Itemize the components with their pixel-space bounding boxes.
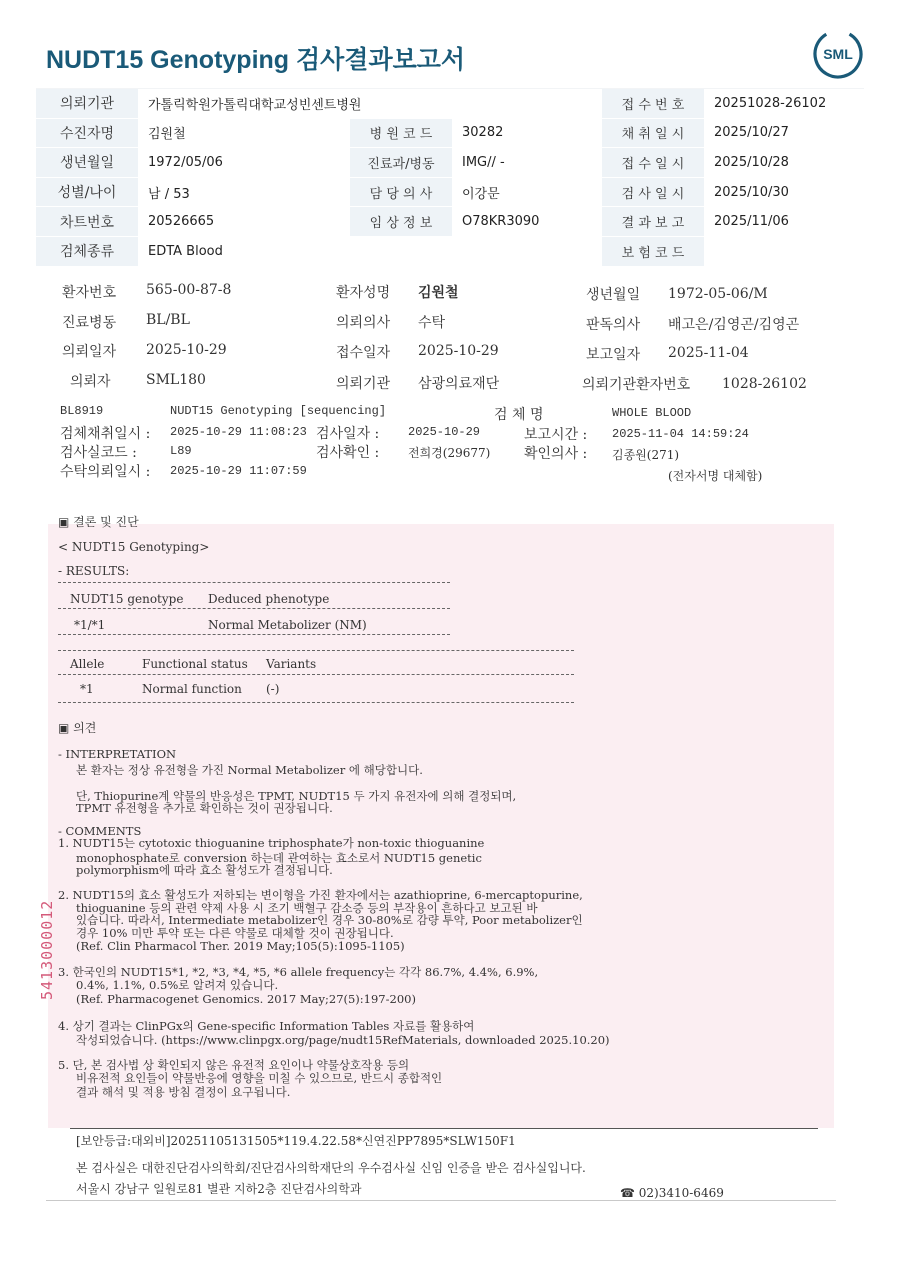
- hdr-value: 김원철: [418, 285, 459, 301]
- interpretation-text: 단, Thiopurine계 약물의 반응성은 TPMT, NUDT15 두 가지 유전자에 의해 결정되며,: [76, 789, 517, 803]
- hdr-label: 의뢰일자: [62, 344, 117, 360]
- confirm-doc-label: 확인의사 :: [524, 446, 588, 462]
- hdr-label: 보고일자: [586, 347, 641, 363]
- hdr-label: 의뢰의사: [336, 315, 391, 331]
- variants-value: (-): [266, 682, 280, 696]
- hdr-label: 의뢰기관: [336, 376, 391, 392]
- info-value: 2025/10/30: [704, 177, 864, 207]
- interpretation-title: - INTERPRETATION: [58, 747, 177, 761]
- info-label: 담 당 의 사: [350, 177, 452, 207]
- info-label: 진료과/병동: [350, 148, 452, 178]
- specimen-label: 검 체 명: [494, 407, 544, 423]
- info-value: 1972/05/06: [138, 148, 350, 178]
- info-row: [36, 177, 864, 207]
- info-label: 검 사 일 시: [602, 177, 704, 207]
- comment-text: 5. 단, 본 검사법 상 확인되지 않은 유전적 요인이나 약물상호작용 등의: [58, 1058, 410, 1072]
- report-title: NUDT15 Genotyping 검사결과보고서: [46, 46, 466, 74]
- info-value: 남 / 53: [138, 177, 350, 207]
- hdr-value: 2025-10-29: [146, 342, 227, 358]
- divider: [58, 608, 450, 609]
- info-value: IMG// -: [452, 148, 602, 178]
- report-time-label: 보고시간 :: [524, 427, 588, 443]
- confirm-value: 전희경(29677): [408, 446, 491, 460]
- hdr-label: 환자성명: [336, 285, 391, 301]
- hdr-value: 배고은/김영곤/김영곤: [668, 317, 800, 333]
- allele-value: *1: [80, 682, 94, 696]
- scanned-report: [0, 262, 900, 1271]
- hdr-label: 판독의사: [586, 317, 641, 333]
- genotype-col-header: NUDT15 genotype: [70, 592, 184, 606]
- esign-note: (전자서명 대체함): [668, 469, 763, 483]
- certification-line: 본 검사실은 대한진단검사의학회/진단검사의학재단의 우수검사실 신임 인증을 받은 검사실입니다.: [76, 1161, 586, 1175]
- function-col-header: Functional status: [142, 657, 248, 671]
- hdr-value: 수탁: [418, 315, 446, 331]
- sml-logo-icon: [812, 28, 864, 80]
- info-label: 임 상 정 보: [350, 207, 452, 237]
- comment-text: monophosphate로 conversion 하는데 관여하는 효소로서 NUDT15 genetic: [76, 851, 482, 865]
- info-label: 결 과 보 고: [602, 207, 704, 237]
- info-label: 병 원 코 드: [350, 118, 452, 148]
- info-row: [36, 148, 864, 178]
- opinion-heading: ▣ 의견: [58, 721, 97, 735]
- specimen-value: WHOLE BLOOD: [612, 406, 692, 420]
- info-label: 채 취 일 시: [602, 118, 704, 148]
- comment-text: (Ref. Clin Pharmacol Ther. 2019 May;105(5):1095-1105): [76, 939, 405, 953]
- info-label: 검체종류: [36, 236, 138, 266]
- security-line: [보안등급:대외비]20251105131505*119.4.22.58*신연진PP7895*SLW150F1: [76, 1134, 516, 1148]
- test-code: BL8919: [60, 404, 104, 418]
- comments-title: - COMMENTS: [58, 824, 142, 838]
- comment-text: (Ref. Pharmacogenet Genomics. 2017 May;27(5):197-200): [76, 992, 416, 1006]
- info-value: 30282: [452, 118, 602, 148]
- comment-text: polymorphism에 따라 효소 활성도가 결정됩니다.: [76, 863, 333, 877]
- report-time-value: 2025-11-04 14:59:24: [612, 427, 749, 441]
- info-row: [36, 207, 864, 237]
- room-label: 검사실코드 :: [60, 445, 137, 461]
- info-row: [36, 89, 864, 119]
- info-label: 차트번호: [36, 207, 138, 237]
- bottom-rule: [46, 1200, 836, 1201]
- phenotype-value: Normal Metabolizer (NM): [208, 618, 367, 632]
- comment-text: thioguanine 등의 관련 약제 사용 시 조기 백혈구 감소증 등의 부작용이 흔하다고 보고된 바: [76, 901, 538, 915]
- patient-info-table: [36, 88, 864, 267]
- comment-text: 1. NUDT15는 cytotoxic thioguanine triphosphate가 non-toxic thioguanine: [58, 836, 485, 850]
- info-label: 접 수 번 호: [602, 89, 704, 119]
- phone-line: ☎ 02)3410-6469: [620, 1186, 724, 1200]
- conclusion-subtitle: < NUDT15 Genotyping>: [58, 540, 210, 554]
- collect-value: 2025-10-29 11:08:23: [170, 425, 307, 439]
- hdr-value: 삼광의료재단: [418, 376, 500, 392]
- comment-text: 4. 상기 결과는 ClinPGx의 Gene-specific Information Tables 자료를 활용하여: [58, 1019, 475, 1033]
- address-line: 서울시 강남구 일원로81 별관 지하2층 진단검사의학과: [76, 1182, 362, 1196]
- interpretation-text: TPMT 유전형을 추가로 확인하는 것이 권장됩니다.: [76, 801, 333, 815]
- function-value: Normal function: [142, 682, 242, 696]
- info-label: 수진자명: [36, 118, 138, 148]
- hdr-label: 생년월일: [586, 287, 641, 303]
- collect-label: 검체채취일시 :: [60, 426, 151, 442]
- divider: [58, 634, 450, 635]
- test-date-label: 검사일자 :: [316, 426, 380, 442]
- info-label: 보 험 코 드: [602, 236, 704, 266]
- hdr-value: 2025-11-04: [668, 345, 749, 361]
- phenotype-col-header: Deduced phenotype: [208, 592, 330, 606]
- barcode-stamp: 5413000012: [38, 899, 56, 1000]
- comment-text: 비유전적 요인들이 약물반응에 영향을 미칠 수 있으므로, 반드시 종합적인: [76, 1071, 443, 1085]
- hdr-label: 진료병동: [62, 315, 117, 331]
- info-value: 가톨릭학원가톨릭대학교성빈센트병원: [138, 89, 602, 119]
- comment-text: 2. NUDT15의 효소 활성도가 저하되는 변이형을 가진 환자에서는 azathioprine, 6-mercaptopurine,: [58, 888, 583, 902]
- comment-text: 있습니다. 따라서, Intermediate metabolizer인 경우 30-80%로 감량 투약, Poor metabolizer인: [76, 913, 583, 927]
- info-label: 생년월일: [36, 148, 138, 178]
- results-title: - RESULTS:: [58, 564, 130, 578]
- divider: [58, 582, 450, 583]
- hdr-value: 1028-26102: [722, 376, 807, 392]
- hdr-label: 의뢰자: [70, 374, 111, 390]
- conclusion-heading: ▣ 결론 및 진단: [58, 515, 139, 529]
- hdr-value: BL/BL: [146, 312, 190, 328]
- info-value: 이강문: [452, 177, 602, 207]
- sml-logo: [812, 28, 864, 80]
- comment-text: 경우 10% 미만 투약 또는 다른 약물로 대체할 것이 권장됩니다.: [76, 926, 394, 940]
- hdr-value: 565-00-87-8: [146, 282, 232, 298]
- comment-text: 작성되었습니다. (https://www.clinpgx.org/page/nudt15RefMaterials, downloaded 2025.10.20): [76, 1033, 610, 1047]
- interpretation-text: 본 환자는 정상 유전형을 가진 Normal Metabolizer 에 해당합니다.: [76, 763, 423, 777]
- variants-col-header: Variants: [266, 657, 317, 671]
- info-row: [36, 118, 864, 148]
- comment-text: 0.4%, 1.1%, 0.5%로 알려져 있습니다.: [76, 978, 279, 992]
- info-value: 2025/10/27: [704, 118, 864, 148]
- info-value: 김원철: [138, 118, 350, 148]
- allele-col-header: Allele: [70, 657, 105, 671]
- info-value: O78KR3090: [452, 207, 602, 237]
- divider: [58, 674, 574, 675]
- info-label: 접 수 일 시: [602, 148, 704, 178]
- hdr-value: 1972-05-06/M: [668, 286, 768, 302]
- divider: [58, 650, 574, 651]
- info-value: 20526665: [138, 207, 350, 237]
- comment-text: 3. 한국인의 NUDT15*1, *2, *3, *4, *5, *6 allele frequency는 각각 86.7%, 4.4%, 6.9%,: [58, 965, 539, 979]
- info-value: 20251028-26102: [704, 89, 864, 119]
- info-label: 의뢰기관: [36, 89, 138, 119]
- genotype-value: *1/*1: [74, 618, 106, 632]
- hdr-label: 환자번호: [62, 285, 117, 301]
- footer-rule: [70, 1128, 818, 1129]
- comment-text: 결과 해석 및 적용 방침 결정이 요구됩니다.: [76, 1085, 291, 1099]
- info-value: 2025/11/06: [704, 207, 864, 237]
- test-name: NUDT15 Genotyping [sequencing]: [170, 404, 387, 418]
- req-time-value: 2025-10-29 11:07:59: [170, 464, 307, 478]
- hdr-value: SML180: [146, 372, 206, 388]
- hdr-label: 의뢰기관환자번호: [582, 377, 691, 393]
- test-date-value: 2025-10-29: [408, 425, 481, 439]
- room-value: L89: [170, 444, 192, 458]
- sml-logo-text: SML: [823, 46, 853, 62]
- req-time-label: 수탁의뢰일시 :: [60, 464, 151, 480]
- confirm-label: 검사확인 :: [316, 445, 380, 461]
- divider: [58, 702, 574, 703]
- info-label: 성별/나이: [36, 177, 138, 207]
- info-value: 2025/10/28: [704, 148, 864, 178]
- hdr-label: 접수일자: [336, 345, 391, 361]
- info-value: EDTA Blood: [138, 236, 602, 266]
- confirm-doc-value: 김종원(271): [612, 448, 680, 462]
- hdr-value: 2025-10-29: [418, 343, 499, 359]
